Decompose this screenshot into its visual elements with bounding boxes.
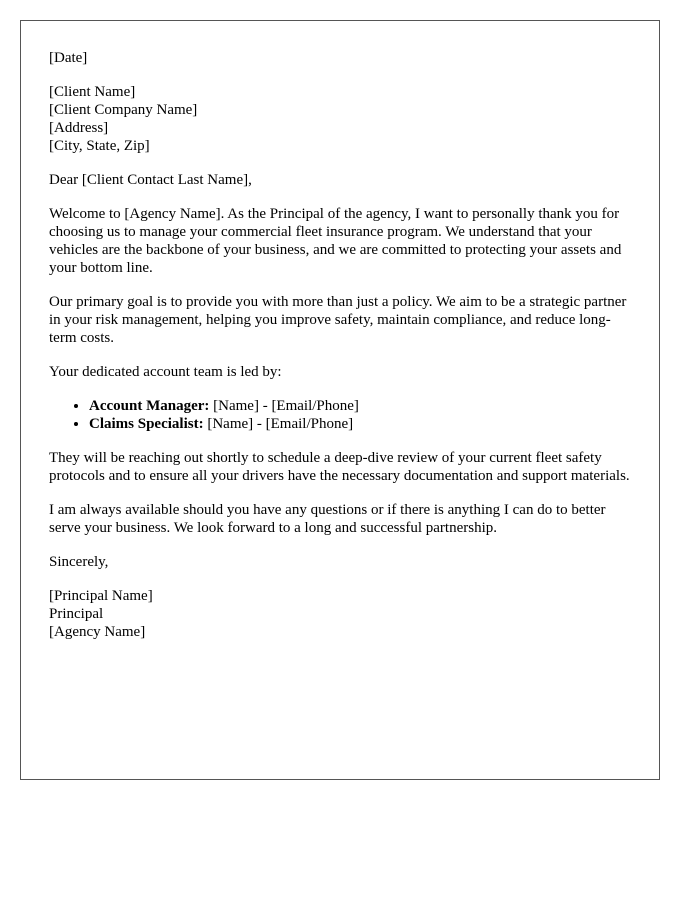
team-role-label: Claims Specialist: bbox=[89, 416, 204, 432]
body-paragraph-availability: I am always available should you have any questions or if there is anything I can do to better serve your business. We look forward to a long and successful partnership. bbox=[49, 502, 606, 536]
recipient-address-block bbox=[49, 83, 631, 155]
signature-title: Principal bbox=[49, 606, 104, 622]
team-contact: [Name] - [Email/Phone] bbox=[207, 416, 354, 432]
signature-block bbox=[49, 587, 631, 641]
team-member-account-manager bbox=[89, 397, 631, 415]
closing: Sincerely, bbox=[49, 554, 109, 570]
account-team-list bbox=[49, 397, 631, 433]
signature-name: [Principal Name] bbox=[49, 588, 153, 604]
recipient-city-state-zip: [City, State, Zip] bbox=[49, 138, 150, 154]
team-member-claims-specialist bbox=[89, 415, 631, 433]
team-role-label: Account Manager: bbox=[89, 398, 210, 414]
letter-date: [Date] bbox=[49, 50, 88, 66]
body-paragraph-team-intro: Your dedicated account team is led by: bbox=[49, 364, 282, 380]
body-paragraph-review: They will be reaching out shortly to schedule a deep-dive review of your current fleet safety protocols and to ensure all your drivers have the necessary documentation and support materials. bbox=[49, 450, 630, 484]
signature-agency: [Agency Name] bbox=[49, 624, 146, 640]
salutation: Dear [Client Contact Last Name], bbox=[49, 172, 252, 188]
body-paragraph-goal: Our primary goal is to provide you with more than just a policy. We aim to be a strategic partner in your risk management, helping you improve safety, maintain compliance, and reduce long-term costs. bbox=[49, 294, 627, 346]
recipient-company: [Client Company Name] bbox=[49, 102, 198, 118]
team-contact: [Name] - [Email/Phone] bbox=[213, 398, 359, 414]
letter-page bbox=[20, 20, 660, 780]
body-paragraph-welcome: Welcome to [Agency Name]. As the Principal of the agency, I want to personally thank you for choosing us to manage your commercial fleet insurance program. We understand that your vehicles are the backbone of your business, and we are committed to protecting your assets and your bottom line. bbox=[49, 206, 622, 276]
recipient-name: [Client Name] bbox=[49, 84, 136, 100]
recipient-address: [Address] bbox=[49, 120, 109, 136]
